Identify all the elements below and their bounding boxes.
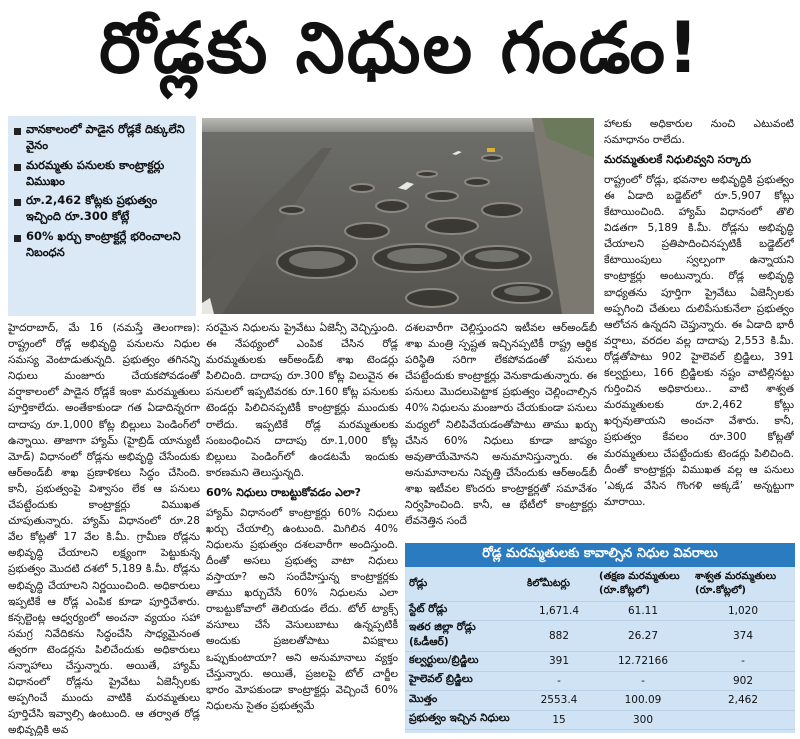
highlight-item: మరమ్మతు పనులకు కాంట్రాక్టర్లు విముఖం bbox=[14, 158, 190, 190]
table-header-row bbox=[405, 567, 795, 601]
funds-table bbox=[405, 567, 795, 730]
article-paragraph: హ్యామ్ విధానంలో కాంట్రాక్టర్లు 60% నిధులు ఖర్చు చేయాల్సి ఉంటుంది. మిగిలిన 40% నిధులను ప్రభుత్వం దశలవారీగా అందిస్తుంది. దీంతో అసలు ప్రభుత్వ వాటా నిధులు వస్తాయా? అని సందేహిస్తున్న కాంట్రాక్టర్లకు తాము ఖర్చుచేసే 60% నిధులను ఎలా రాబట్టుకోవాలో తెలియడం లేదు. టోల్ ట్యాక్స్ వసూలు చేసే వెసులుబాటు ఉన్నప్పటికీ అందుకు ప్రజలతోపాటు విపక్షాలు ఒప్పుకుంటాయా? అని అనుమానాలు వ్యక్తం చేస్తున్నారు. అయితే, ప్రజలపై టోల్ చార్జీల భారం మోపకుండా కాంట్రాక్టర్లు వెచ్చించే 60% నిధులను సైతం ప్రభుత్వమే bbox=[206, 506, 398, 712]
article-paragraph: దశలవారీగా చెల్లిస్తుందని ఇటీవల ఆర్‌అండ్‌బీ శాఖ మంత్రి స్పష్టత ఇచ్చినప్పటికీ రాష్ట్ర ఆర్థిక పరిస్థితి సరిగా లేకపోవడంతో పనులు చేపట్టేందుకు కాంట్రాక్టర్లు వెనుకాడుతున్నారు. ఈ పనులు మొదలుపెట్టాక ప్రభుత్వం చెల్లించాల్సిన 40% నిధులను మంజూరు చేయకుండా పనులు మధ్యలో నిలిపివేయడంతోపాటు తాము ఖర్చు చేసిన 60% నిధులు కూడా జాప్యం అవుతాయేమోనని అనుమానిస్తున్నారు. ఈ అనుమానాలను నివృత్తి చేసేందుకు ఆర్‌అండ్‌బీ శాఖ ఇటీవల కొందరు కాంట్రాక్టర్లతో సమావేశం నిర్వహించింది. కానీ, ఆ భేటీలో కాంట్రాక్టర్లు లేవనెత్తిన సందే bbox=[405, 322, 597, 528]
column-header: రోడ్లు bbox=[405, 567, 523, 601]
section-subhead: మరమ్మతులకే నిధులివ్వని సర్కారు bbox=[604, 153, 752, 167]
article-paragraph: హైదరాబాద్, మే 16 (నమస్తే తెలంగాణ): రాష్ట్రంలో రోడ్ల అభివృద్ధి పనులను నిధుల సమస్య వెంటాడుతున్నది. ప్రభుత్వం తగినన్ని నిధులు మంజూరు చేయకపోవడంతో వర్షాకాలంలో పాడైన రోడ్లకే ఇంకా మరమ్మతులు పూర్తికాలేదు. అంతేకాకుండా గత ఏడాదిన్నరగా దాదాపు రూ.1,000 కోట్ల బిల్లులు పెండింగ్‌లో ఉన్నాయి. తాజాగా హ్యామ్ (హైబ్రిడ్ యాన్యుటీ మోడ్) విధానంలో రోడ్లను అభివృద్ధి చేసేందుకు ఆర్‌అండ్‌బీ శాఖ ప్రణాళికలు సిద్ధం చేసింది. కానీ, ప్రభుత్వంపై విశ్వాసం లేక ఆ పనులు చేపట్టేందుకు కాంట్రాక్టర్లు విముఖత చూపుతున్నారు. హ్యామ్ విధానంలో రూ.28 వేల కోట్లతో 17 వేల కి.మీ. గ్రామీణ రోడ్లను అభివృద్ధి చేయాలని లక్ష్యంగా పెట్టుకున్న ప్రభుత్వం మొదటి దశలో 5,189 కి.మీ. రోడ్లను అభివృద్ధి చేయాలని నిర్ణయించింది. అధికారులు ఇప్పటికే ఆ రోడ్ల ఎంపిక కూడా పూర్తిచేశారు. కన్సల్టెంట్ల ఆధ్వర్యంలో అంచనా వ్యయం సహా సమగ్ర నివేదికను సిద్ధంచేసి సాధ్యమైనంత త్వరగా టెండర్లను పిలిచేందుకు అధికారులు సన్నాహాలు చేస్తున్నారు. అయితే, హ్యామ్ విధానంలో రోడ్లను ప్రైవేటు ఏజెన్సీలకు అప్పగించే ముందు వాటికి మరమ్మతులు పూర్తిచేసి ఇవ్వాల్సి ఉంటుంది. ఆ తర్వాత రోడ్ల అభివృద్ధికి అవ bbox=[8, 322, 200, 736]
section-subhead: 60% నిధులు రాబట్టుకోవడం ఎలా? bbox=[206, 485, 361, 499]
highlight-item: వానకాలంలో పాడైన రోడ్లకే దిక్కులేని వైనం bbox=[14, 122, 190, 154]
table-row: మొత్తం 2553.4 100.09 2,462 bbox=[405, 691, 795, 711]
table-title: రోడ్ల మరమ్మతులకు కావాల్సిన నిధుల వివరాలు bbox=[405, 543, 795, 567]
highlights-box bbox=[8, 116, 196, 316]
table-row: ప్రభుత్వం ఇచ్చిన నిధులు 15 300 bbox=[405, 710, 795, 730]
highlight-item: 60% ఖర్చు కాంట్రాక్టర్లే భరించాలని నిబంధన bbox=[14, 229, 190, 261]
bullet-square-icon bbox=[14, 128, 21, 135]
article-paragraph: రాష్ట్రంలో రోడ్లు, భవనాల అభివృద్ధికి ప్రభుత్వం ఈ ఏడాది బడ్జెట్‌లో రూ.5,907 కోట్లు కేటాయించింది. హ్యామ్ విధానంలో తొలి విడతగా 5,189 కి.మీ. రోడ్లను అభివృద్ధి చేయాలని ప్రతిపాదించినప్పటికీ బడ్జెట్‌లో కేటాయింపులు స్వల్పంగా ఉన్నాయని కాంట్రాక్టర్లు అంటున్నారు. రోడ్ల అభివృద్ధి బాధ్యతను పూర్తిగా ప్రైవేటు ఏజెన్సీలకు అప్పగించి చేతులు దులిపేసుకునేలా ప్రభుత్వం ఆలోచన ఉన్నదని చెప్తున్నారు. ఈ ఏడాది భారీ వర్షాలు, వరదల వల్ల దాదాపు 2,553 కి.మీ. రోడ్లతోపాటు 902 హైలెవల్ బ్రిడ్జిలు, 391 కల్వర్టులు, 166 బ్రిడ్జిలకు నష్టం వాటిల్లినట్టు గుర్తించిన అధికారులు.. వాటి శాశ్వత మరమ్మతులకు రూ.2,462 కోట్లు ఖర్చవుతాయని అంచనా వేశారు. కానీ, ప్రభుత్వం కేవలం రూ.300 కోట్లతో మరమ్మతులు చేపట్టేందుకు టెండర్లు పిలిచింది. దీంతో కాంట్రాక్టర్లు విముఖత వల్ల ఆ పనులు ‘ఎక్కడ వేసిన గొంగళి అక్కడే’ అన్నట్టుగా మారాయి. bbox=[604, 173, 794, 508]
bullet-square-icon bbox=[14, 199, 21, 206]
table-row: స్టేట్ రోడ్లు 1,671.4 61.11 1,020 bbox=[405, 601, 795, 621]
article-column-4 bbox=[604, 116, 794, 536]
headline: రోడ్లకు నిధుల గండం! bbox=[99, 6, 701, 89]
column-header: కిలోమీటర్లు bbox=[523, 567, 595, 601]
article-paragraph: హాలకు అధికారుల నుంచి ఎటువంటి సమాధానం రాలేదు. bbox=[604, 118, 794, 147]
pothole-road-photo bbox=[202, 118, 594, 314]
bullet-square-icon bbox=[14, 235, 21, 242]
column-header: శాశ్వత మరమ్మతులు (రూ.కోట్లలో) bbox=[691, 567, 795, 601]
highlight-item: రూ.2,462 కోట్లకు ప్రభుత్వం ఇచ్చింది రూ.300 కోట్లే bbox=[14, 193, 190, 225]
article-column-3 bbox=[405, 320, 597, 538]
article-paragraph: సరమైన నిధులను ప్రైవేటు ఏజెన్సీ వెచ్చిస్తుంది. ఈ నేపథ్యంలో ఎంపిక చేసిన రోడ్ల మరమ్మతులకు ఆర్‌అండ్‌బీ శాఖ టెండర్లు పిలిచింది. దాదాపు రూ.300 కోట్ల విలువైన ఈ పనులలో ఇప్పటివరకు రూ.160 కోట్ల పనులకు టెండర్లు పిలిచినప్పటికీ కాంట్రాక్టర్లు ముందుకు రాలేదు. ఇప్పటికే రోడ్ల మరమ్మతులకు సంబంధించిన దాదాపు రూ.1,000 కోట్ల బిల్లులు పెండింగ్‌లో ఉండటమే ఇందుకు కారణమని తెలుస్తున్నది. bbox=[206, 322, 398, 479]
table-row: ఇతర జిల్లా రోడ్లు (ఓడీఆర్) 882 26.27 374 bbox=[405, 621, 795, 652]
bullet-square-icon bbox=[14, 164, 21, 171]
table-row: హైలెవల్ బ్రిడ్జిలు - - 902 bbox=[405, 671, 795, 691]
article-column-2 bbox=[206, 320, 398, 736]
table-row: కల్వర్టులు/బ్రిడ్జిలు 391 12.72166 - bbox=[405, 652, 795, 672]
column-header: (తక్షణ మరమ్మతులు (రూ.కోట్లలో) bbox=[595, 567, 691, 601]
article-column-1 bbox=[8, 320, 200, 736]
repair-funds-table bbox=[405, 543, 795, 733]
